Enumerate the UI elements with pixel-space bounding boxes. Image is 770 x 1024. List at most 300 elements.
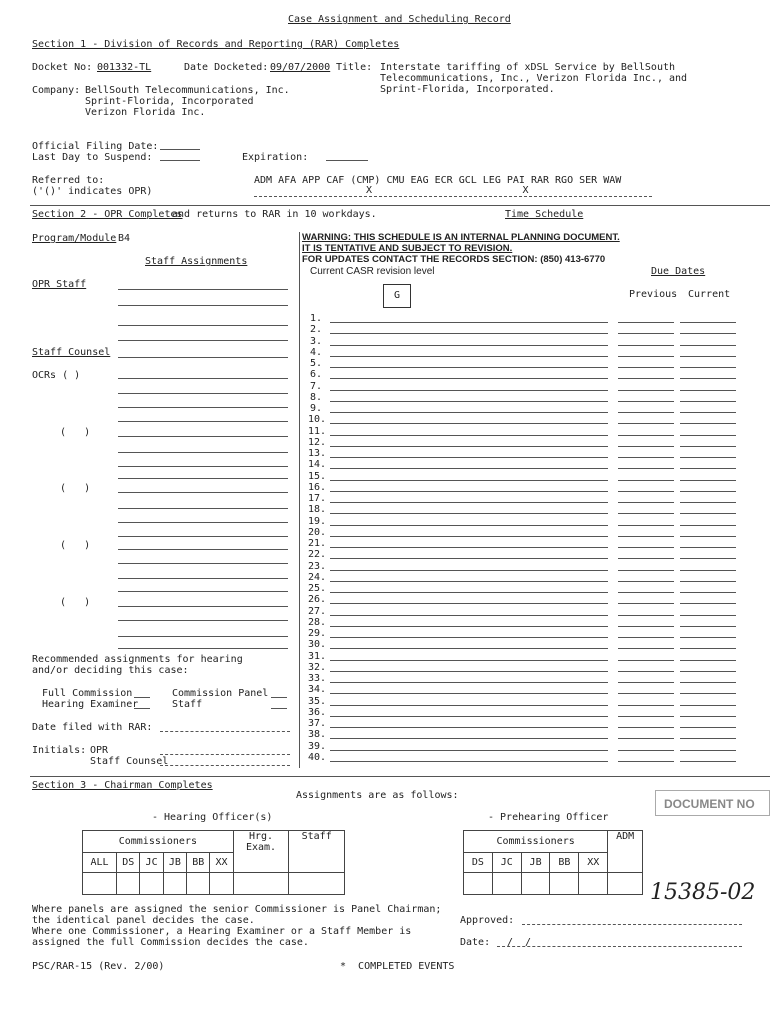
prehearing-officer-table bbox=[463, 830, 643, 895]
schedule-number: 28. bbox=[308, 616, 327, 628]
schedule-line[interactable] bbox=[680, 727, 736, 728]
schedule-line[interactable] bbox=[330, 457, 608, 458]
staff-assignment-line[interactable] bbox=[118, 591, 288, 592]
cell-all[interactable] bbox=[83, 873, 117, 895]
staff-assignment-line[interactable] bbox=[118, 340, 288, 341]
schedule-line[interactable] bbox=[618, 378, 674, 379]
warning-line-2: IT IS TENTATIVE AND SUBJECT TO REVISION. bbox=[302, 243, 513, 254]
company-line-2: Sprint-Florida, Incorporated bbox=[85, 96, 254, 107]
schedule-line[interactable] bbox=[330, 390, 608, 391]
schedule-line[interactable] bbox=[330, 423, 608, 424]
schedule-line[interactable] bbox=[618, 727, 674, 728]
schedule-number: 21. bbox=[308, 538, 327, 549]
schedule-line[interactable] bbox=[330, 648, 608, 649]
recommend-line-1: Recommended assignments for hearing bbox=[32, 654, 243, 665]
staff-assignment-line[interactable] bbox=[118, 536, 288, 537]
staff-assignment-line[interactable] bbox=[118, 522, 288, 523]
date-filed-label: Date filed with RAR: bbox=[32, 722, 153, 733]
schedule-line[interactable] bbox=[680, 615, 736, 616]
staff-assignment-line[interactable] bbox=[118, 378, 288, 379]
schedule-line[interactable] bbox=[330, 547, 608, 548]
full-commission-blank[interactable] bbox=[134, 697, 150, 698]
referred-label: Referred to: bbox=[32, 175, 105, 186]
schedule-number: 31. bbox=[308, 650, 327, 662]
schedule-line[interactable] bbox=[618, 446, 674, 447]
staff-header: Staff bbox=[289, 831, 345, 873]
schedule-line[interactable] bbox=[680, 738, 736, 739]
schedule-number: 13. bbox=[308, 448, 327, 459]
time-schedule-heading: Time Schedule bbox=[505, 209, 584, 220]
schedule-line[interactable] bbox=[680, 558, 736, 559]
full-commission-label: Full Commission bbox=[42, 688, 133, 699]
schedule-line[interactable] bbox=[330, 570, 608, 571]
col-xx-right: XX bbox=[579, 853, 608, 873]
staff-assignment-line[interactable] bbox=[118, 508, 288, 509]
schedule-line[interactable] bbox=[680, 761, 736, 762]
schedule-line[interactable] bbox=[330, 660, 608, 661]
schedule-line[interactable] bbox=[680, 536, 736, 537]
cell-jc[interactable] bbox=[140, 873, 163, 895]
program-value: B4 bbox=[118, 233, 131, 244]
schedule-number: 27. bbox=[308, 605, 327, 617]
adm-header: ADM bbox=[608, 831, 643, 873]
rule-section3 bbox=[30, 776, 770, 777]
schedule-line[interactable] bbox=[330, 536, 608, 537]
schedule-line[interactable] bbox=[680, 547, 736, 548]
schedule-line[interactable] bbox=[680, 626, 736, 627]
schedule-line[interactable] bbox=[680, 468, 736, 469]
schedule-number: 5. bbox=[309, 358, 322, 369]
cell-bb-right[interactable] bbox=[550, 873, 579, 895]
schedule-line[interactable] bbox=[618, 525, 674, 526]
division-marks: X X bbox=[366, 185, 529, 196]
schedule-line[interactable] bbox=[330, 378, 608, 379]
schedule-line[interactable] bbox=[680, 401, 736, 402]
due-dates-heading: Due Dates bbox=[651, 266, 706, 277]
schedule-number: 12. bbox=[308, 436, 327, 448]
schedule-line[interactable] bbox=[618, 660, 674, 661]
hearing-officers-label: - Hearing Officer(s) bbox=[152, 812, 273, 823]
schedule-line[interactable] bbox=[618, 637, 674, 638]
schedule-number: 1. bbox=[309, 313, 322, 324]
schedule-line[interactable] bbox=[618, 333, 674, 334]
schedule-line[interactable] bbox=[680, 637, 736, 638]
suspend-label: Last Day to Suspend: bbox=[32, 152, 153, 163]
schedule-line[interactable] bbox=[330, 502, 608, 503]
staff-option-blank[interactable] bbox=[271, 708, 287, 709]
col-bb-right: BB bbox=[550, 853, 579, 873]
schedule-number: 2. bbox=[309, 324, 322, 336]
schedule-line[interactable] bbox=[330, 761, 608, 762]
warning-line-1: WARNING: THIS SCHEDULE IS AN INTERNAL PLANNING DOCUMENT. bbox=[302, 232, 620, 243]
schedule-number: 20. bbox=[308, 526, 327, 538]
page-title: Case Assignment and Scheduling Record bbox=[288, 14, 511, 25]
schedule-line[interactable] bbox=[618, 592, 674, 593]
division-lines bbox=[254, 196, 652, 197]
staff-assignments-heading: Staff Assignments bbox=[145, 256, 248, 267]
schedule-number: 16. bbox=[308, 481, 327, 493]
schedule-number: 36. bbox=[308, 706, 327, 718]
initials-counsel-label: Staff Counsel bbox=[90, 756, 169, 767]
schedule-line[interactable] bbox=[618, 682, 674, 683]
schedule-line[interactable] bbox=[680, 446, 736, 447]
date-label: Date: bbox=[460, 937, 491, 948]
schedule-line[interactable] bbox=[330, 356, 608, 357]
staff-assignment-line[interactable] bbox=[118, 620, 288, 621]
referred-note: ('()' indicates OPR) bbox=[32, 186, 153, 197]
schedule-line[interactable] bbox=[330, 705, 608, 706]
rule-section2 bbox=[30, 205, 770, 206]
cell-jb[interactable] bbox=[163, 873, 186, 895]
schedule-line[interactable] bbox=[330, 468, 608, 469]
schedule-line[interactable] bbox=[680, 705, 736, 706]
schedule-line[interactable] bbox=[618, 457, 674, 458]
schedule-line[interactable] bbox=[330, 738, 608, 739]
schedule-line[interactable] bbox=[618, 480, 674, 481]
schedule-line[interactable] bbox=[330, 558, 608, 559]
schedule-line[interactable] bbox=[680, 491, 736, 492]
schedule-line[interactable] bbox=[680, 367, 736, 368]
schedule-number: 35. bbox=[308, 695, 327, 707]
current-heading: Current bbox=[688, 289, 731, 300]
schedule-number: 4. bbox=[309, 346, 322, 358]
cell-adm[interactable] bbox=[608, 873, 643, 895]
schedule-line[interactable] bbox=[330, 435, 608, 436]
schedule-number: 17. bbox=[308, 493, 327, 504]
schedule-line[interactable] bbox=[680, 671, 736, 672]
schedule-line[interactable] bbox=[680, 592, 736, 593]
title-line-2: Telecommunications, Inc., Verizon Florida Inc., and bbox=[380, 73, 688, 84]
approved-label: Approved: bbox=[460, 915, 515, 926]
cell-ds-right[interactable] bbox=[464, 873, 493, 895]
schedule-number: 24. bbox=[308, 571, 327, 583]
col-bb: BB bbox=[187, 853, 210, 873]
schedule-line[interactable] bbox=[330, 412, 608, 413]
schedule-line[interactable] bbox=[330, 603, 608, 604]
col-jc-right: JC bbox=[492, 853, 521, 873]
staff-assignment-line[interactable] bbox=[118, 393, 288, 394]
schedule-number: 15. bbox=[308, 470, 327, 482]
schedule-number: 7. bbox=[309, 380, 322, 392]
cell-xx[interactable] bbox=[210, 873, 233, 895]
paren-label-3: ( ) bbox=[60, 540, 91, 551]
initials-counsel-line[interactable] bbox=[160, 765, 290, 766]
schedule-line[interactable] bbox=[618, 570, 674, 571]
staff-assignment-line[interactable] bbox=[118, 325, 288, 326]
expiration-line bbox=[326, 160, 368, 161]
schedule-line[interactable] bbox=[680, 390, 736, 391]
staff-assignment-line[interactable] bbox=[118, 357, 288, 358]
schedule-line[interactable] bbox=[330, 671, 608, 672]
commissioners-header-right: Commissioners bbox=[464, 831, 608, 853]
schedule-line[interactable] bbox=[330, 525, 608, 526]
hearing-officers-table bbox=[82, 830, 345, 895]
schedule-line[interactable] bbox=[618, 738, 674, 739]
schedule-line[interactable] bbox=[680, 412, 736, 413]
commissioners-header: Commissioners bbox=[83, 831, 234, 853]
schedule-number: 9. bbox=[309, 403, 322, 414]
schedule-line[interactable] bbox=[680, 581, 736, 582]
schedule-number: 14. bbox=[308, 459, 327, 471]
company-line-3: Verizon Florida Inc. bbox=[85, 107, 206, 118]
schedule-line[interactable] bbox=[330, 693, 608, 694]
schedule-line[interactable] bbox=[618, 390, 674, 391]
schedule-line[interactable] bbox=[330, 401, 608, 402]
form-number: PSC/RAR-15 (Rev. 2/00) bbox=[32, 961, 165, 972]
schedule-number: 29. bbox=[308, 628, 327, 639]
staff-assignment-line[interactable] bbox=[118, 305, 288, 306]
staff-assignment-line[interactable] bbox=[118, 452, 288, 453]
staff-assignment-line[interactable] bbox=[118, 549, 288, 550]
schedule-number: 22. bbox=[308, 549, 327, 561]
schedule-number: 34. bbox=[308, 684, 327, 696]
schedule-line[interactable] bbox=[680, 502, 736, 503]
schedule-line[interactable] bbox=[330, 513, 608, 514]
schedule-line[interactable] bbox=[330, 750, 608, 751]
completed-events: * COMPLETED EVENTS bbox=[340, 961, 455, 972]
hearing-examiner-label: Hearing Examiner bbox=[42, 699, 139, 710]
schedule-number: 3. bbox=[309, 335, 322, 347]
schedule-line[interactable] bbox=[618, 502, 674, 503]
schedule-line[interactable] bbox=[618, 356, 674, 357]
schedule-line[interactable] bbox=[330, 581, 608, 582]
schedule-number: 23. bbox=[308, 560, 327, 572]
cell-jc-right[interactable] bbox=[492, 873, 521, 895]
panel-note-3: Where one Commissioner, a Hearing Examiner or a Staff Member is bbox=[32, 926, 412, 937]
schedule-line[interactable] bbox=[618, 626, 674, 627]
title-line-3: Sprint-Florida, Incorporated. bbox=[380, 84, 555, 95]
schedule-line[interactable] bbox=[680, 648, 736, 649]
schedule-number: 38. bbox=[308, 729, 327, 741]
assignments-label: Assignments are as follows: bbox=[296, 790, 459, 801]
schedule-line[interactable] bbox=[680, 513, 736, 514]
schedule-line[interactable] bbox=[618, 367, 674, 368]
prehearing-officer-label: - Prehearing Officer bbox=[488, 812, 609, 823]
staff-counsel-label: Staff Counsel bbox=[32, 347, 111, 358]
recommend-line-2: and/or deciding this case: bbox=[32, 665, 189, 676]
opr-staff-label: OPR Staff bbox=[32, 279, 87, 290]
company-label: Company: bbox=[32, 85, 81, 96]
schedule-line[interactable] bbox=[330, 727, 608, 728]
hrg-exam-header: Hrg. Exam. bbox=[233, 831, 289, 873]
commission-panel-blank[interactable] bbox=[271, 697, 287, 698]
casr-label: Current CASR revision level bbox=[310, 266, 435, 277]
section3-heading: Section 3 - Chairman Completes bbox=[32, 780, 213, 791]
panel-note-4: assigned the full Commission decides the case. bbox=[32, 937, 309, 948]
casr-value-box: G bbox=[383, 284, 411, 308]
staff-assignment-line[interactable] bbox=[118, 606, 288, 607]
schedule-line[interactable] bbox=[680, 525, 736, 526]
official-filing-label: Official Filing Date: bbox=[32, 141, 159, 152]
schedule-line[interactable] bbox=[680, 603, 736, 604]
schedule-line[interactable] bbox=[330, 615, 608, 616]
schedule-number: 40. bbox=[308, 751, 327, 763]
schedule-line[interactable] bbox=[618, 705, 674, 706]
schedule-line[interactable] bbox=[330, 682, 608, 683]
schedule-line[interactable] bbox=[618, 615, 674, 616]
col-jc: JC bbox=[140, 853, 163, 873]
document-no-stamp: DOCUMENT NO bbox=[655, 790, 770, 816]
paren-label-2: ( ) bbox=[60, 483, 91, 494]
schedule-line[interactable] bbox=[618, 435, 674, 436]
schedule-line[interactable] bbox=[680, 693, 736, 694]
schedule-line[interactable] bbox=[618, 603, 674, 604]
paren-label-4: ( ) bbox=[60, 597, 91, 608]
schedule-line[interactable] bbox=[618, 671, 674, 672]
date-docketed: 09/07/2000 bbox=[270, 62, 331, 73]
schedule-number: 11. bbox=[308, 425, 327, 437]
schedule-line[interactable] bbox=[618, 423, 674, 424]
schedule-line[interactable] bbox=[330, 367, 608, 368]
initials-opr-label: OPR bbox=[90, 745, 109, 756]
commission-panel-label: Commission Panel bbox=[172, 688, 269, 699]
schedule-line[interactable] bbox=[618, 468, 674, 469]
schedule-line[interactable] bbox=[618, 558, 674, 559]
date-filed-line[interactable] bbox=[160, 731, 290, 732]
col-all: ALL bbox=[83, 853, 117, 873]
schedule-line[interactable] bbox=[680, 378, 736, 379]
schedule-line[interactable] bbox=[330, 491, 608, 492]
division-codes: ADM AFA APP CAF (CMP) CMU EAG ECR GCL LEG PAI RAR RGO SER WAW bbox=[254, 175, 622, 186]
schedule-line[interactable] bbox=[330, 637, 608, 638]
company-line-1: BellSouth Telecommunications, Inc. bbox=[85, 85, 290, 96]
staff-assignment-line[interactable] bbox=[118, 648, 288, 649]
section2-heading: Section 2 - OPR Completes bbox=[32, 209, 183, 220]
schedule-line[interactable] bbox=[330, 345, 608, 346]
schedule-line[interactable] bbox=[618, 513, 674, 514]
previous-heading: Previous bbox=[629, 289, 678, 300]
panel-note-2: the identical panel decides the case. bbox=[32, 915, 255, 926]
schedule-line[interactable] bbox=[618, 761, 674, 762]
schedule-number: 39. bbox=[308, 740, 327, 752]
schedule-number: 25. bbox=[308, 583, 327, 594]
cell-hrg-exam[interactable] bbox=[233, 873, 289, 895]
staff-assignment-line[interactable] bbox=[118, 563, 288, 564]
schedule-line[interactable] bbox=[330, 716, 608, 717]
schedule-line[interactable] bbox=[618, 750, 674, 751]
schedule-line[interactable] bbox=[618, 412, 674, 413]
section2-suffix: and returns to RAR in 10 workdays. bbox=[172, 209, 377, 220]
docket-number: 001332-TL bbox=[97, 62, 152, 73]
schedule-line[interactable] bbox=[680, 322, 736, 323]
docket-label: Docket No: bbox=[32, 62, 93, 73]
staff-option-label: Staff bbox=[172, 699, 203, 710]
schedule-number: 26. bbox=[308, 594, 327, 606]
ocrs-label: OCRs ( ) bbox=[32, 370, 81, 381]
schedule-line[interactable] bbox=[618, 547, 674, 548]
section1-heading: Section 1 - Division of Records and Reporting (RAR) Completes bbox=[32, 39, 400, 50]
schedule-number: 30. bbox=[308, 639, 327, 651]
schedule-line[interactable] bbox=[680, 423, 736, 424]
title-label: Title: bbox=[336, 62, 373, 73]
center-divider bbox=[299, 232, 300, 768]
official-filing-line bbox=[160, 149, 200, 150]
schedule-number: 32. bbox=[308, 661, 327, 673]
schedule-line[interactable] bbox=[618, 322, 674, 323]
schedule-number: 33. bbox=[308, 673, 327, 684]
staff-assignment-line[interactable] bbox=[118, 492, 288, 493]
schedule-number: 37. bbox=[308, 718, 327, 729]
cell-xx-right[interactable] bbox=[579, 873, 608, 895]
col-xx: XX bbox=[210, 853, 233, 873]
approved-line[interactable] bbox=[522, 924, 742, 925]
document-number-handwritten: 15385-02 bbox=[650, 880, 756, 905]
schedule-line[interactable] bbox=[618, 581, 674, 582]
schedule-line[interactable] bbox=[680, 345, 736, 346]
staff-assignment-line[interactable] bbox=[118, 421, 288, 422]
cell-bb[interactable] bbox=[187, 873, 210, 895]
schedule-line[interactable] bbox=[680, 480, 736, 481]
staff-assignment-line[interactable] bbox=[118, 436, 288, 437]
schedule-line[interactable] bbox=[680, 716, 736, 717]
schedule-line[interactable] bbox=[330, 446, 608, 447]
col-ds-right: DS bbox=[464, 853, 493, 873]
schedule-line[interactable] bbox=[618, 401, 674, 402]
program-label: Program/Module bbox=[32, 233, 117, 244]
staff-assignment-line[interactable] bbox=[118, 466, 288, 467]
col-jb: JB bbox=[163, 853, 186, 873]
schedule-line[interactable] bbox=[680, 435, 736, 436]
staff-assignment-line[interactable] bbox=[118, 636, 288, 637]
suspend-line bbox=[160, 160, 200, 161]
schedule-number: 18. bbox=[308, 504, 327, 516]
initials-label: Initials: bbox=[32, 745, 87, 756]
schedule-line[interactable] bbox=[618, 648, 674, 649]
date-docketed-label: Date Docketed: bbox=[184, 62, 269, 73]
schedule-line[interactable] bbox=[680, 750, 736, 751]
col-ds: DS bbox=[117, 853, 140, 873]
schedule-line[interactable] bbox=[680, 660, 736, 661]
schedule-line[interactable] bbox=[680, 333, 736, 334]
schedule-number: 10. bbox=[308, 414, 327, 426]
schedule-number: 8. bbox=[309, 391, 322, 403]
schedule-line[interactable] bbox=[680, 356, 736, 357]
schedule-line[interactable] bbox=[618, 536, 674, 537]
staff-assignment-line[interactable] bbox=[118, 289, 288, 290]
schedule-number: 6. bbox=[309, 369, 322, 381]
schedule-line[interactable] bbox=[680, 682, 736, 683]
expiration-label: Expiration: bbox=[242, 152, 309, 163]
schedule-line[interactable] bbox=[618, 693, 674, 694]
schedule-line[interactable] bbox=[618, 716, 674, 717]
hearing-examiner-blank[interactable] bbox=[134, 708, 150, 709]
schedule-line[interactable] bbox=[330, 626, 608, 627]
cell-ds[interactable] bbox=[117, 873, 140, 895]
staff-assignment-line[interactable] bbox=[118, 407, 288, 408]
date-line[interactable] bbox=[497, 946, 742, 947]
initials-opr-line[interactable] bbox=[160, 754, 290, 755]
schedule-line[interactable] bbox=[618, 345, 674, 346]
warning-line-3: FOR UPDATES CONTACT THE RECORDS SECTION: (850) 413-6770 bbox=[302, 254, 606, 265]
cell-jb-right[interactable] bbox=[521, 873, 550, 895]
title-line-1: Interstate tariffing of xDSL Service by BellSouth bbox=[380, 62, 676, 73]
schedule-line[interactable] bbox=[330, 592, 608, 593]
col-jb-right: JB bbox=[521, 853, 550, 873]
cell-staff[interactable] bbox=[289, 873, 345, 895]
schedule-line[interactable] bbox=[330, 480, 608, 481]
paren-label-1: ( ) bbox=[60, 427, 91, 438]
schedule-line[interactable] bbox=[618, 491, 674, 492]
staff-assignment-line[interactable] bbox=[118, 478, 288, 479]
panel-note-1: Where panels are assigned the senior Commissioner is Panel Chairman; bbox=[32, 904, 442, 915]
schedule-line[interactable] bbox=[330, 322, 608, 323]
schedule-line[interactable] bbox=[330, 333, 608, 334]
schedule-line[interactable] bbox=[680, 570, 736, 571]
staff-assignment-line[interactable] bbox=[118, 578, 288, 579]
schedule-number: 19. bbox=[308, 515, 327, 527]
date-value: / / bbox=[507, 937, 532, 948]
schedule-line[interactable] bbox=[680, 457, 736, 458]
